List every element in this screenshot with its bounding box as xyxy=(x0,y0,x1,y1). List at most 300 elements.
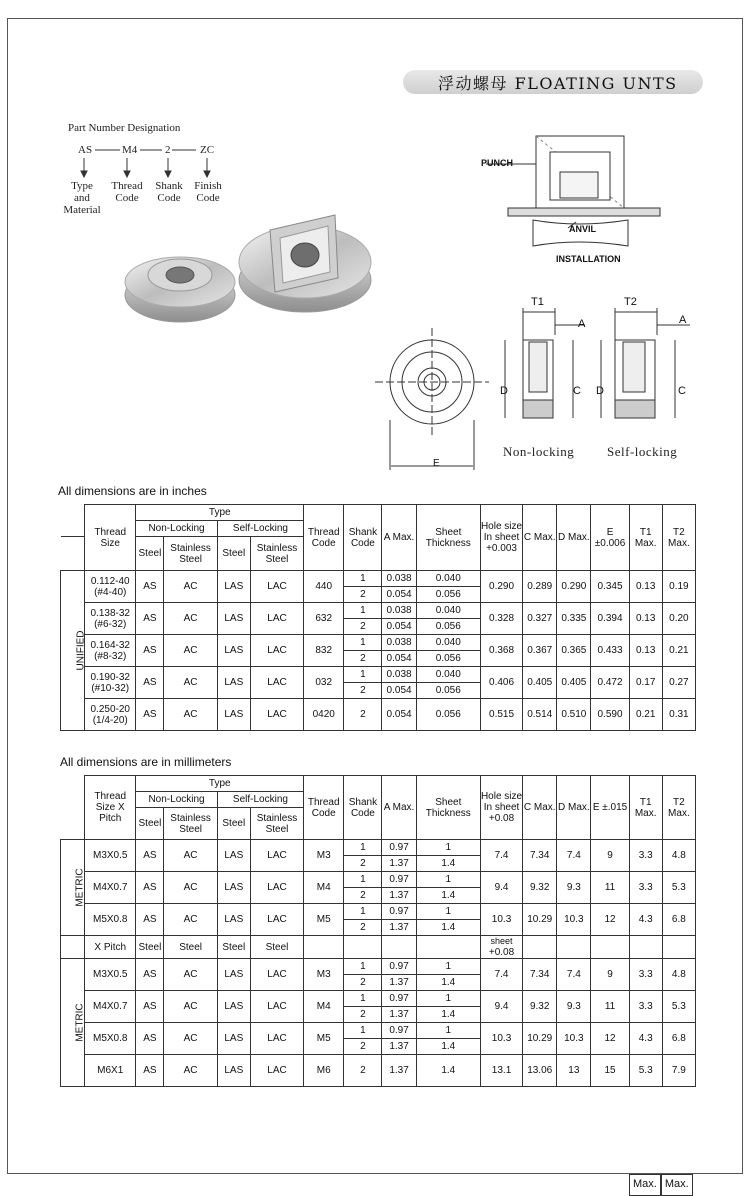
cell-sl-stainless: LAC xyxy=(250,667,303,699)
code-type: AS xyxy=(78,144,93,156)
cell-shank-code: 1 xyxy=(344,904,382,920)
m-col-shank-code: Shank Code xyxy=(344,776,382,840)
cell-thread-code: 832 xyxy=(304,635,344,667)
dim-t2: T2 xyxy=(624,296,637,308)
overlap-stainless-b: Steel xyxy=(250,936,303,959)
label-thread: Thread Code xyxy=(111,180,143,204)
cell-t1: 3.3 xyxy=(629,872,662,904)
cell-nl-steel: AS xyxy=(136,571,164,603)
cell-nl-steel: AS xyxy=(136,603,164,635)
table-row xyxy=(61,667,696,683)
cell-e: 9 xyxy=(591,840,629,872)
cell-hole: 7.4 xyxy=(480,840,522,872)
cell-hole: 10.3 xyxy=(480,1023,522,1055)
cell-t1: 0.21 xyxy=(629,699,662,731)
cell-sl-steel: LAS xyxy=(217,872,250,904)
cell-sl-stainless: LAC xyxy=(250,872,303,904)
metric-spec-table xyxy=(60,775,696,1087)
col-e: E ±0.006 xyxy=(591,505,629,571)
col-self-locking: Self-Locking xyxy=(217,521,303,537)
table-row xyxy=(61,840,696,856)
dim-e: E xyxy=(433,458,440,469)
table-row xyxy=(61,1023,696,1039)
dim-t1: T1 xyxy=(531,296,544,308)
cell-thread-size: M4X0.7 xyxy=(85,872,136,904)
cell-thread-size: 0.250-20 (1/4-20) xyxy=(85,699,136,731)
cell-e: 11 xyxy=(591,872,629,904)
non-locking-drawing xyxy=(495,300,590,430)
cell-nl-steel: AS xyxy=(136,872,164,904)
col-thread-size: Thread Size xyxy=(85,505,136,571)
cell-thread-size: 0.190-32 (#10-32) xyxy=(85,667,136,699)
cell-thread-size: M6X1 xyxy=(85,1055,136,1087)
label-finish: Finish Code xyxy=(194,180,222,204)
cell-sl-steel: LAS xyxy=(217,603,250,635)
footer-cell-max-1: Max. xyxy=(629,1174,661,1196)
cell-d: 7.4 xyxy=(557,959,591,991)
cell-sheet: 1 xyxy=(416,872,480,888)
cell-shank-code: 1 xyxy=(344,991,382,1007)
label-shank: Shank Code xyxy=(155,180,183,204)
m-col-self-locking: Self-Locking xyxy=(217,792,303,808)
cell-thread-size: 0.138-32 (#6-32) xyxy=(85,603,136,635)
cell-shank-code: 2 xyxy=(344,683,382,699)
cell-sheet: 0.056 xyxy=(416,587,480,603)
cell-shank-code: 1 xyxy=(344,1023,382,1039)
cell-shank-code: 2 xyxy=(344,619,382,635)
overlap-empty xyxy=(344,936,382,959)
cell-hole: 9.4 xyxy=(480,991,522,1023)
cell-thread-code: M3 xyxy=(304,959,344,991)
dim-c-left: C xyxy=(573,385,581,397)
side-label-text: METRIC xyxy=(74,1003,86,1042)
cell-c: 13.06 xyxy=(523,1055,557,1087)
cell-sheet: 1.4 xyxy=(416,856,480,872)
cell-thread-code: M5 xyxy=(304,904,344,936)
overlap-empty xyxy=(591,936,629,959)
cell-a: 1.37 xyxy=(382,920,416,936)
cell-a: 0.054 xyxy=(382,587,416,603)
cell-d: 13 xyxy=(557,1055,591,1087)
caption-self-locking: Self-locking xyxy=(607,444,678,459)
cell-a: 1.37 xyxy=(382,888,416,904)
cell-sl-stainless: LAC xyxy=(250,991,303,1023)
cell-nl-stainless: AC xyxy=(164,991,217,1023)
cell-nl-stainless: AC xyxy=(164,571,217,603)
code-thread: M4 xyxy=(122,144,138,156)
cell-sheet: 1.4 xyxy=(416,1039,480,1055)
col-t1: T1 Max. xyxy=(629,505,662,571)
top-view-drawing xyxy=(375,320,490,470)
cell-sl-steel: LAS xyxy=(217,571,250,603)
m-col-sheet: Sheet Thickness xyxy=(416,776,480,840)
overlap-side xyxy=(61,936,85,959)
cell-shank-code: 1 xyxy=(344,571,382,587)
col-a: A Max. xyxy=(382,505,416,571)
cell-shank-code: 1 xyxy=(344,872,382,888)
cell-shank-code: 2 xyxy=(344,651,382,667)
cell-e: 0.394 xyxy=(591,603,629,635)
overlap-empty xyxy=(416,936,480,959)
cell-c: 9.32 xyxy=(523,872,557,904)
cell-e: 0.472 xyxy=(591,667,629,699)
cell-nl-steel: AS xyxy=(136,699,164,731)
col-hole: Hole size In sheet +0.003 xyxy=(480,505,522,571)
cell-d: 7.4 xyxy=(557,840,591,872)
overlap-empty xyxy=(557,936,591,959)
nut-photo xyxy=(120,200,385,335)
cell-e: 11 xyxy=(591,991,629,1023)
cell-d: 0.365 xyxy=(557,635,591,667)
table-row xyxy=(61,635,696,651)
cell-nl-stainless: AC xyxy=(164,959,217,991)
overlap-row xyxy=(61,936,696,959)
cell-hole: 0.290 xyxy=(480,571,522,603)
m-col-sl-steel: Steel xyxy=(217,808,250,840)
cell-nl-stainless: AC xyxy=(164,1023,217,1055)
overlap-steel: Steel xyxy=(136,936,164,959)
cell-shank-code: 2 xyxy=(344,1055,382,1087)
cell-sheet: 1.4 xyxy=(416,1055,480,1087)
cell-sheet: 0.056 xyxy=(416,619,480,635)
cell-sl-stainless: LAC xyxy=(250,1023,303,1055)
cell-c: 7.34 xyxy=(523,840,557,872)
cell-e: 0.433 xyxy=(591,635,629,667)
cell-t1: 4.3 xyxy=(629,1023,662,1055)
cell-t2: 4.8 xyxy=(662,840,695,872)
m-col-non-locking: Non-Locking xyxy=(136,792,217,808)
cell-hole: 9.4 xyxy=(480,872,522,904)
cell-sl-stainless: LAC xyxy=(250,840,303,872)
cell-shank-code: 2 xyxy=(344,1039,382,1055)
cell-thread-code: M6 xyxy=(304,1055,344,1087)
col-c: C Max. xyxy=(523,505,557,571)
cell-c: 9.32 xyxy=(523,991,557,1023)
cell-t2: 0.31 xyxy=(662,699,695,731)
cell-shank-code: 2 xyxy=(344,1007,382,1023)
cell-t2: 4.8 xyxy=(662,959,695,991)
cell-t2: 0.21 xyxy=(662,635,695,667)
m-col-d: D Max. xyxy=(557,776,591,840)
installation-label: INSTALLATION xyxy=(556,254,621,264)
col-sheet: Sheet Thickness xyxy=(416,505,480,571)
cell-a: 0.97 xyxy=(382,991,416,1007)
cell-a: 0.97 xyxy=(382,1023,416,1039)
cell-c: 0.405 xyxy=(523,667,557,699)
metric-units-note: All dimensions are in millimeters xyxy=(60,755,232,769)
cell-nl-stainless: AC xyxy=(164,603,217,635)
dim-a-left: A xyxy=(578,318,586,330)
cell-nl-steel: AS xyxy=(136,991,164,1023)
cell-hole: 0.406 xyxy=(480,667,522,699)
cell-thread-size: 0.164-32 (#8-32) xyxy=(85,635,136,667)
m-col-nl-stainless: Stainless Steel xyxy=(164,808,217,840)
cell-shank-code: 1 xyxy=(344,959,382,975)
side-label xyxy=(61,571,85,731)
dim-d-left: D xyxy=(500,385,508,397)
cell-sheet: 1 xyxy=(416,959,480,975)
cell-a: 0.054 xyxy=(382,683,416,699)
cell-t1: 3.3 xyxy=(629,840,662,872)
cell-nl-steel: AS xyxy=(136,1055,164,1087)
col-sl-steel: Steel xyxy=(217,537,250,571)
cell-sheet: 0.040 xyxy=(416,603,480,619)
cell-hole: 0.515 xyxy=(480,699,522,731)
cell-c: 0.327 xyxy=(523,603,557,635)
cell-shank-code: 2 xyxy=(344,587,382,603)
col-nl-steel: Steel xyxy=(136,537,164,571)
cell-nl-stainless: AC xyxy=(164,1055,217,1087)
cell-sheet: 1.4 xyxy=(416,888,480,904)
cell-nl-stainless: AC xyxy=(164,699,217,731)
cell-t2: 7.9 xyxy=(662,1055,695,1087)
m-col-a: A Max. xyxy=(382,776,416,840)
cell-shank-code: 2 xyxy=(344,856,382,872)
cell-a: 0.038 xyxy=(382,571,416,587)
m-col-nl-steel: Steel xyxy=(136,808,164,840)
overlap-empty xyxy=(304,936,344,959)
cell-a: 1.37 xyxy=(382,856,416,872)
col-sl-stainless: Stainless Steel xyxy=(250,537,303,571)
col-t2: T2 Max. xyxy=(662,505,695,571)
cell-c: 10.29 xyxy=(523,904,557,936)
designation-heading: Part Number Designation xyxy=(68,122,181,134)
cell-thread-size: 0.112-40 (#4-40) xyxy=(85,571,136,603)
cell-sl-stainless: LAC xyxy=(250,1055,303,1087)
cell-sheet: 1 xyxy=(416,904,480,920)
m-col-t2: T2 Max. xyxy=(662,776,695,840)
cell-t1: 0.17 xyxy=(629,667,662,699)
cell-shank-code: 2 xyxy=(344,975,382,991)
cell-c: 7.34 xyxy=(523,959,557,991)
code-shank: 2 xyxy=(165,144,171,156)
inch-spec-table xyxy=(60,504,696,731)
m-col-c: C Max. xyxy=(523,776,557,840)
cell-c: 10.29 xyxy=(523,1023,557,1055)
overlap-hole xyxy=(480,936,522,959)
cell-sl-stainless: LAC xyxy=(250,904,303,936)
cell-a: 0.97 xyxy=(382,959,416,975)
cell-shank-code: 2 xyxy=(344,888,382,904)
side-label xyxy=(61,959,85,1087)
cell-a: 1.37 xyxy=(382,1039,416,1055)
m-col-sl-stainless: Stainless Steel xyxy=(250,808,303,840)
installation-diagram xyxy=(478,128,668,268)
cell-a: 0.97 xyxy=(382,872,416,888)
table-row xyxy=(61,699,696,731)
cell-d: 9.3 xyxy=(557,991,591,1023)
cell-a: 1.37 xyxy=(382,975,416,991)
cell-shank-code: 1 xyxy=(344,603,382,619)
cell-a: 0.038 xyxy=(382,667,416,683)
cell-a: 0.038 xyxy=(382,603,416,619)
cell-nl-steel: AS xyxy=(136,667,164,699)
side-label-text: METRIC xyxy=(74,868,86,907)
cell-sheet: 0.056 xyxy=(416,683,480,699)
cell-sheet: 1.4 xyxy=(416,920,480,936)
cell-thread-code: M4 xyxy=(304,872,344,904)
cell-thread-size: M4X0.7 xyxy=(85,991,136,1023)
cell-sheet: 0.040 xyxy=(416,571,480,587)
overlap-empty xyxy=(662,936,695,959)
table-row xyxy=(61,991,696,1007)
cell-shank-code: 1 xyxy=(344,635,382,651)
cell-sl-steel: LAS xyxy=(217,667,250,699)
designation-arrows xyxy=(60,140,230,180)
cell-e: 12 xyxy=(591,904,629,936)
cell-c: 0.514 xyxy=(523,699,557,731)
overlap-empty xyxy=(382,936,416,959)
cell-nl-stainless: AC xyxy=(164,872,217,904)
col-nl-stainless: Stainless Steel xyxy=(164,537,217,571)
cell-sheet: 1 xyxy=(416,840,480,856)
cell-shank-code: 2 xyxy=(344,699,382,731)
m-col-hole: Hole size In sheet +0.08 xyxy=(480,776,522,840)
col-non-locking: Non-Locking xyxy=(136,521,217,537)
cell-sl-steel: LAS xyxy=(217,991,250,1023)
cell-thread-code: 032 xyxy=(304,667,344,699)
cell-thread-size: M5X0.8 xyxy=(85,904,136,936)
cell-thread-code: M3 xyxy=(304,840,344,872)
dim-d-right: D xyxy=(596,385,604,397)
cell-t1: 5.3 xyxy=(629,1055,662,1087)
cell-a: 0.97 xyxy=(382,904,416,920)
page-title: 浮动螺母 FLOATING UNTS xyxy=(438,74,678,93)
cell-c: 0.367 xyxy=(523,635,557,667)
cell-sheet: 0.040 xyxy=(416,667,480,683)
table-row xyxy=(61,904,696,920)
cell-thread-size: M3X0.5 xyxy=(85,840,136,872)
overlap-steel-b: Steel xyxy=(217,936,250,959)
col-d: D Max. xyxy=(557,505,591,571)
cell-t2: 0.19 xyxy=(662,571,695,603)
cell-d: 10.3 xyxy=(557,904,591,936)
cell-thread-code: 632 xyxy=(304,603,344,635)
cell-a: 1.37 xyxy=(382,1007,416,1023)
dim-c-right: C xyxy=(678,385,686,397)
cell-nl-steel: AS xyxy=(136,959,164,991)
dim-a-right: A xyxy=(679,314,687,326)
m-col-thread-size: Thread Size X Pitch xyxy=(85,776,136,840)
cell-sheet: 1 xyxy=(416,1023,480,1039)
table-row xyxy=(61,872,696,888)
cell-nl-steel: AS xyxy=(136,1023,164,1055)
cell-t1: 3.3 xyxy=(629,991,662,1023)
cell-sl-stainless: LAC xyxy=(250,635,303,667)
m-col-e: E ±.015 xyxy=(591,776,629,840)
cell-e: 0.590 xyxy=(591,699,629,731)
cell-t2: 6.8 xyxy=(662,1023,695,1055)
side-label-text: UNIFIED xyxy=(75,630,87,671)
cell-shank-code: 1 xyxy=(344,840,382,856)
code-finish: ZC xyxy=(200,144,215,156)
overlap-empty xyxy=(523,936,557,959)
cell-nl-steel: AS xyxy=(136,840,164,872)
cell-hole: 13.1 xyxy=(480,1055,522,1087)
cell-thread-size: M3X0.5 xyxy=(85,959,136,991)
cell-sheet: 0.056 xyxy=(416,699,480,731)
cell-thread-size: M5X0.8 xyxy=(85,1023,136,1055)
cell-t2: 5.3 xyxy=(662,991,695,1023)
cell-nl-stainless: AC xyxy=(164,904,217,936)
cell-shank-code: 1 xyxy=(344,667,382,683)
cell-sl-steel: LAS xyxy=(217,1023,250,1055)
overlap-hole-top: sheet xyxy=(490,936,513,946)
cell-t1: 0.13 xyxy=(629,571,662,603)
cell-e: 9 xyxy=(591,959,629,991)
cell-hole: 7.4 xyxy=(480,959,522,991)
cell-sheet: 1 xyxy=(416,991,480,1007)
cell-d: 10.3 xyxy=(557,1023,591,1055)
cell-nl-steel: AS xyxy=(136,904,164,936)
cell-thread-code: M4 xyxy=(304,991,344,1023)
footer-cells xyxy=(629,1174,693,1196)
cell-thread-code: 440 xyxy=(304,571,344,603)
table-row xyxy=(61,603,696,619)
cell-sl-stainless: LAC xyxy=(250,571,303,603)
cell-sheet: 1.4 xyxy=(416,975,480,991)
cell-thread-code: 0420 xyxy=(304,699,344,731)
footer-cell-max-2: Max. xyxy=(661,1174,693,1196)
cell-a: 0.054 xyxy=(382,651,416,667)
cell-sl-steel: LAS xyxy=(217,840,250,872)
cell-sl-steel: LAS xyxy=(217,699,250,731)
cell-sl-stainless: LAC xyxy=(250,959,303,991)
m-col-thread-code: Thread Code xyxy=(304,776,344,840)
cell-e: 0.345 xyxy=(591,571,629,603)
punch-label: PUNCH xyxy=(481,158,514,168)
cell-e: 15 xyxy=(591,1055,629,1087)
cell-c: 0.289 xyxy=(523,571,557,603)
overlap-pitch: X Pitch xyxy=(85,936,136,959)
cell-sl-stainless: LAC xyxy=(250,603,303,635)
cell-sheet: 1.4 xyxy=(416,1007,480,1023)
cell-sheet: 0.056 xyxy=(416,651,480,667)
cell-a: 0.054 xyxy=(382,619,416,635)
cell-nl-steel: AS xyxy=(136,635,164,667)
cell-t1: 4.3 xyxy=(629,904,662,936)
cell-hole: 0.368 xyxy=(480,635,522,667)
col-type: Type xyxy=(136,505,304,521)
cell-sl-steel: LAS xyxy=(217,1055,250,1087)
overlap-stainless: Steel xyxy=(164,936,217,959)
cell-sl-steel: LAS xyxy=(217,959,250,991)
cell-sl-steel: LAS xyxy=(217,635,250,667)
cell-hole: 10.3 xyxy=(480,904,522,936)
anvil-label: ANVIL xyxy=(569,224,596,234)
cell-d: 9.3 xyxy=(557,872,591,904)
cell-sheet: 0.040 xyxy=(416,635,480,651)
caption-non-locking: Non-locking xyxy=(503,444,575,459)
overlap-empty xyxy=(629,936,662,959)
cell-a: 0.054 xyxy=(382,699,416,731)
cell-sl-steel: LAS xyxy=(217,904,250,936)
cell-a: 0.97 xyxy=(382,840,416,856)
cell-nl-stainless: AC xyxy=(164,667,217,699)
cell-d: 0.510 xyxy=(557,699,591,731)
cell-t1: 3.3 xyxy=(629,959,662,991)
cell-sl-stainless: LAC xyxy=(250,699,303,731)
label-type: Type and Material xyxy=(63,180,101,216)
cell-t1: 0.13 xyxy=(629,603,662,635)
cell-d: 0.405 xyxy=(557,667,591,699)
cell-d: 0.335 xyxy=(557,603,591,635)
cell-nl-stainless: AC xyxy=(164,635,217,667)
overlap-hole-value: +0.08 xyxy=(488,947,515,958)
cell-a: 0.038 xyxy=(382,635,416,651)
cell-d: 0.290 xyxy=(557,571,591,603)
cell-shank-code: 2 xyxy=(344,920,382,936)
